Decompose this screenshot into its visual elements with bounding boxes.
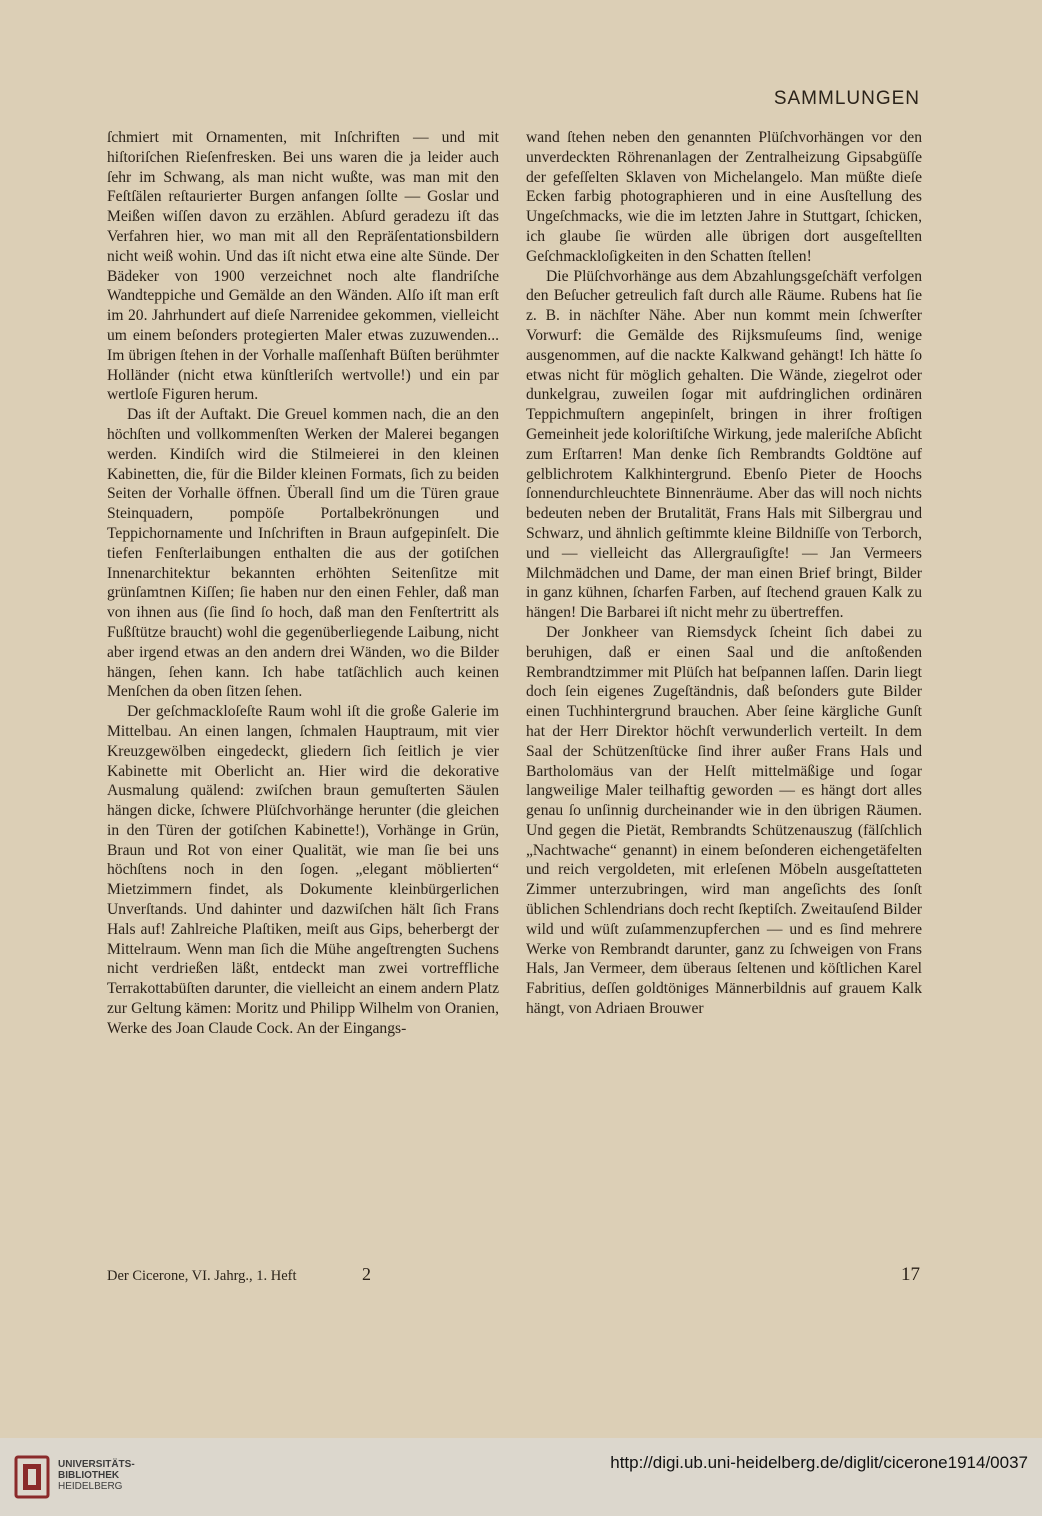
permalink-url[interactable]: http://digi.ub.uni-heidelberg.de/diglit/cicerone1914/0037 bbox=[610, 1453, 1028, 1472]
paragraph: Der Jonkheer van Riemsdyck ſcheint ſich dabei zu beruhigen, daß er einen Saal und die anſtoßenden Rembrandtzimmer mit Plüſch hat beſpannen laſſen. Darin liegt doch ſein eigenes Zugeſtändnis, daß beſonders gute Bilder einen Tuchhintergrund brauchen. Aber ſeine kärgliche Gunſt hat der Herr Direktor höchſt verwunderlich verteilt. In dem Saal der Schützenſtücke ſind ihrer außer Frans Hals und Bartholomäus van der Helſt mittelmäßige und ſogar langweilige Maler teilhaftig geworden — es hängt dort alles genau ſo unſinnig durcheinander wie in den übrigen Räumen. Und gegen die Pietät, Rembrandts Schützenauszug (fälſchlich „Nachtwache“ genannt) in einem beſonderen eichengetäfelten und reich vergoldeten, mit erleſenen Möbeln ausgeſtatteten Zimmer unterzubringen, wird man angeſichts des ſonſt üblichen Schlendrians doch recht ſkeptiſch. Zweitauſend Bilder wild und wüſt zuſammenzupferchen — und es ſind mehrere Werke von Rembrandt darunter, ganz zu ſchweigen von Frans Hals, Jan Vermeer, dem überaus ſeltenen und köſtlichen Karel Fabritius, deſſen goldtöniges Männerbildnis auf grauem Kalk hängt, von Adriaen Brouwer bbox=[526, 623, 922, 1018]
journal-footer: Der Cicerone, VI. Jahrg., 1. Heft bbox=[107, 1268, 297, 1284]
paragraph: ſchmiert mit Ornamenten, mit Inſchriften — und mit hiſtoriſchen Rieſenfresken. Bei uns waren die ja leider auch ſehr im Schwang, als man nicht wußte, was man mit den Feſtſälen reſtaurierter Burgen anfangen ſollte — Goslar und Meißen wiſſen davon zu erzählen. Abſurd geradezu iſt das Verfahren hier, wo man mit all den Repräſentationsbildern nicht weiß wohin. Und das iſt nicht etwa eine alte Sünde. Der Bädeker von 1900 verzeichnet noch alte flandriſche Wandteppiche und Gemälde an den Wänden. Alſo iſt man erſt im 20. Jahrhundert auf dieſe Narrenidee gekommen, vielleicht um einem beſonders protegierten Maler etwas zuzuwenden... Im übrigen ſtehen in der Vorhalle maſſenhaft Büſten berühmter Holländer (nicht etwa künſtleriſch wertvolle!) und ein par wertloſe Figuren herum. bbox=[107, 129, 499, 404]
library-name-line: UNIVERSITÄTS- bbox=[58, 1459, 135, 1470]
library-footer-bar bbox=[0, 1438, 1042, 1516]
library-name-line: HEIDELBERG bbox=[58, 1481, 123, 1492]
paragraph: Der geſchmackloſeſte Raum wohl iſt die große Galerie im Mittelbau. An einen langen, ſchmalen Hauptraum, mit vier Kreuzgewölben eingedeckt, gliedern ſich ſeitlich je vier Kabinette mit Oberlicht an. Hier wird die dekorative Ausmalung quälend: zwiſchen braun gemuſterten Säulen hängen dicke, ſchwere Plüſchvorhänge herunter (die gleichen in den Türen der gotiſchen Kabinette!), Vorhänge in Grün, Braun und Rot von einer Qualität, wie man ſie bei uns höchſtens noch in den ſogen. „elegant möblierten“ Mietzimmern findet, als Dokumente kleinbürgerlichen Unverſtands. Und dahinter und dazwiſchen hält ſich Frans Hals auf! Zahlreiche Plaſtiken, meiſt aus Gips, beherbergt der Mittelraum. Wenn man ſich die Mühe angeſtrengten Suchens nicht verdrießen läßt, entdeckt man zwei vortreffliche Terrakottabüſten darunter, die vielleicht an einem andern Platz zur Geltung kämen: Moritz und Philipp Wilhelm von Oranien, Werke des Joan Claude Cock. An der Eingangs- bbox=[107, 703, 499, 1037]
right-text-column bbox=[526, 128, 922, 1019]
paragraph: wand ſtehen neben den genannten Plüſchvorhängen vor den unverdeckten Röhrenanlagen der Zentralheizung Gipsabgüſſe der gefeſſelten Sklaven von Michelangelo. Man müßte dieſe Ecken farbig photographieren und in eine Ausſtellung des Ungeſchmacks, wie die im letzten Jahre in Stuttgart, ſchicken, ich glaube ſie würden alle übrigen dort ausgeſtellten Geſchmackloſigkeiten in den Schatten ſtellen! bbox=[526, 129, 922, 265]
paragraph: Die Plüſchvorhänge aus dem Abzahlungsgeſchäft verfolgen den Beſucher getreulich faſt durch alle Räume. Rubens hat ſie z. B. in nächſter Nähe. Aber nun kommt mein ſchwerſter Vorwurf: die Gemälde des Rijksmuſeums ſind, wenige ausgenommen, auf die nackte Kalkwand gehängt! Ich hätte ſo etwas nicht für möglich gehalten. Die Wände, ziegelrot oder dunkelgrau, zuweilen ſogar mit aufdringlichen ordinären Teppichmuſtern angepinſelt, bringen in ihrer froſtigen Gemeinheit jede koloriſtiſche Wirkung, jede maleriſche Abſicht zum Erſtarren! Man denke ſich Rembrandts Goldtöne auf gelblichrotem Kalkhintergrund. Ebenſo Pieter de Hoochs ſonnendurchleuchtete Binnenräume. Aber das will noch nichts bedeuten neben der Brutalität, Frans Hals mit Silbergrau und Schwarz, und ähnlich geſtimmte kleine Bildniſſe von Terborch, und — vielleicht das Allergrauſigſte! — Jan Vermeers Milchmädchen und Dame, der man einen Brief bringt, Bilder in ganz kühnen, ſcharfen Farben, auf ſtechend grauen Kalk zu hängen! Die Barbarei iſt nicht mehr zu übertreffen. bbox=[526, 267, 922, 622]
left-text-column bbox=[107, 128, 499, 1039]
paragraph: Das iſt der Auftakt. Die Greuel kommen nach, die an den höchſten und vollkommenſten Werken der Malerei begangen werden. Kindiſch wird die Stilmeierei in den kleinen Kabinetten, die, für die Bilder kleinen Formats, ſich zu beiden Seiten der Vorhalle öffnen. Überall ſind um die Türen graue Steinquadern, pompöſe Portalbekrönungen und Teppichornamente und Inſchriften in Braun aufgepinſelt. Die tiefen Fenſterlaibungen enthalten die aus der gotiſchen Innenarchitektur bekannten erhöhten Seitenſitze mit grünſamtnen Kiſſen; ſie haben nur den einen Fehler, daß man von ihnen aus (ſie ſind ſo hoch, daß man den Fenſtertritt als Fußſtütze braucht) wohl die gegenüberliegende Laibung, nicht aber irgend etwas an den andern drei Wänden, wo die Bilder hängen, ſehen kann. Ich habe tatſächlich auch keinen Menſchen da oben ſitzen ſehen. bbox=[107, 406, 499, 701]
page-number: 17 bbox=[901, 1264, 920, 1285]
library-logo-icon[interactable] bbox=[14, 1455, 50, 1499]
signature-mark: 2 bbox=[362, 1264, 371, 1284]
library-name-line: BIBLIOTHEK bbox=[58, 1470, 120, 1481]
running-title: SAMMLUNGEN bbox=[773, 88, 920, 109]
library-name[interactable] bbox=[58, 1459, 135, 1492]
